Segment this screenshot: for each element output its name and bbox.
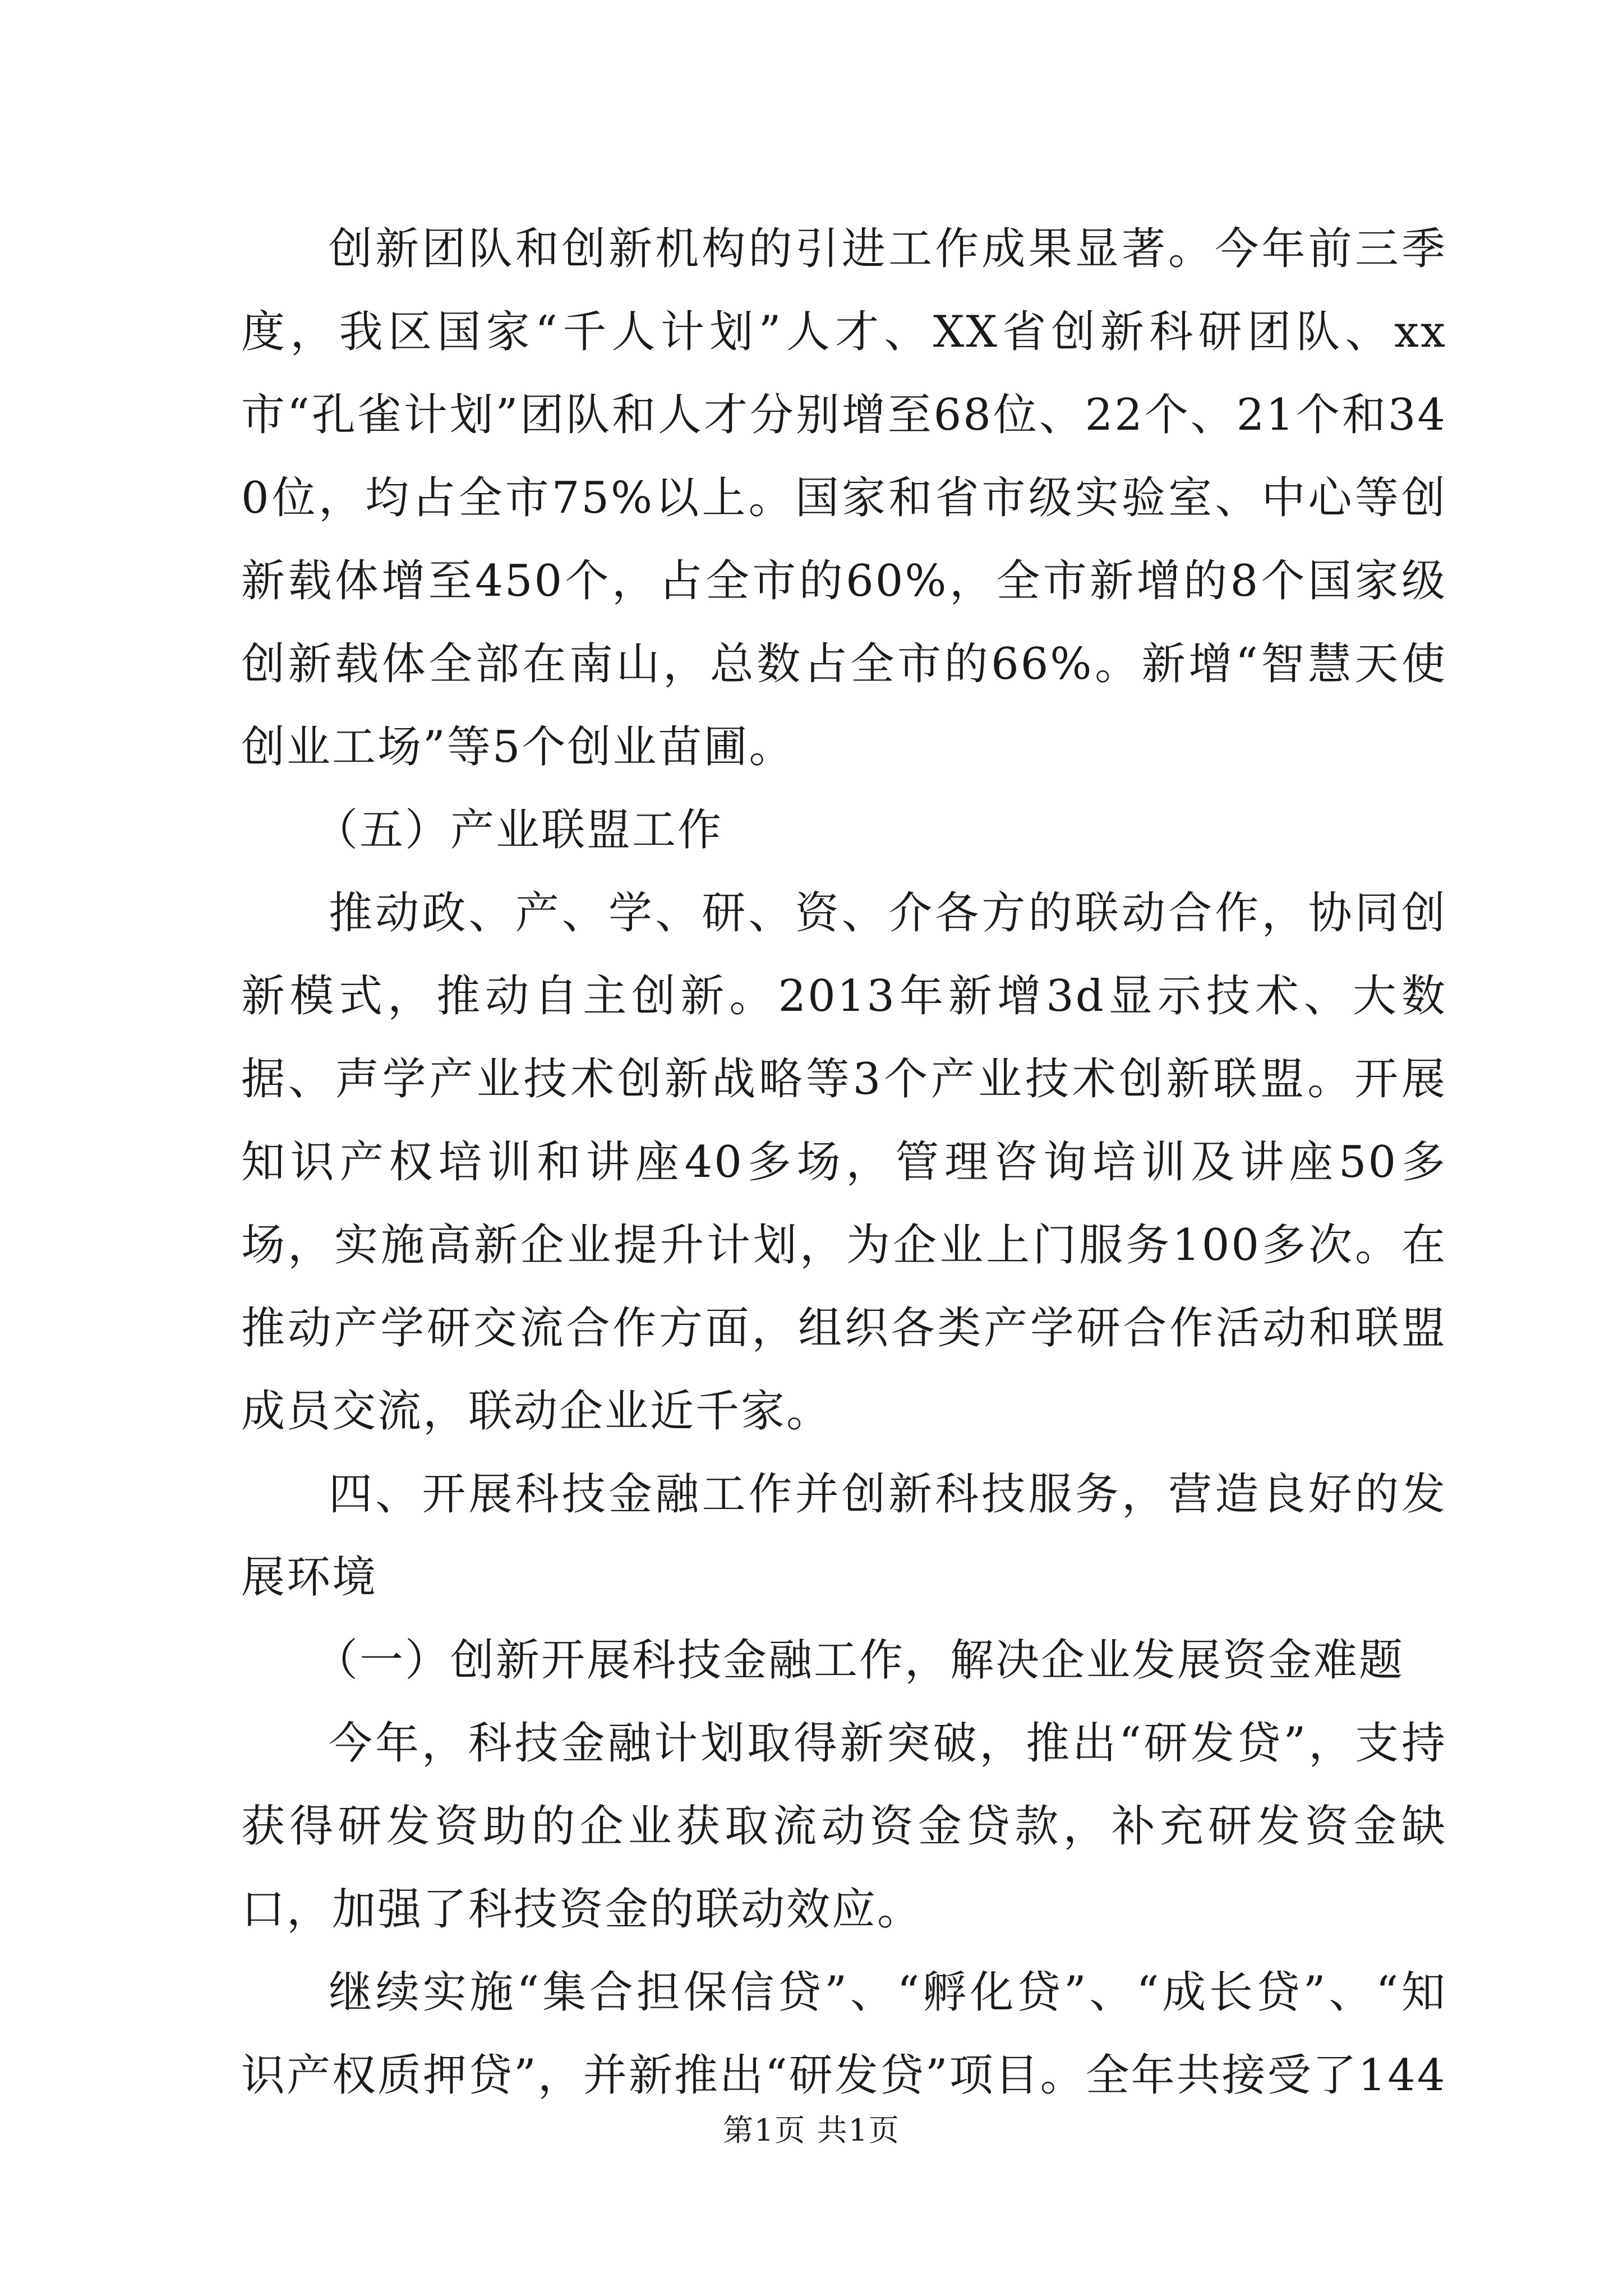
section-heading-tech-finance: 四、开展科技金融工作并创新科技服务，营造良好的发展环境 <box>241 1469 1447 1603</box>
paragraph-industry-alliance: 推动政、产、学、研、资、介各方的联动合作，协同创新模式，推动自主创新。2013年新增3d显示技术、大数据、声学产业技术创新战略等3个产业技术创新联盟。开展知识产权培训和讲座40多场，管理咨询培训及讲座50多场，实施高新企业提升计划，为企业上门服务100多次。在推动产学研交流合作方面，组织各类产学研合作活动和联盟成员交流，联动企业近千家。 <box>241 888 1447 1437</box>
section-heading-industry-alliance: （五）产业联盟工作 <box>314 805 723 855</box>
paragraph-loan-projects: 继续实施“集合担保信贷”、“孵化贷”、“成长贷”、“知识产权质押贷”，并新推出“研发贷”项目。全年共接受了144 <box>241 1967 1447 2101</box>
section-heading-finance-work: （一）创新开展科技金融工作，解决企业发展资金难题 <box>314 1635 1405 1686</box>
paragraph-innovation-teams: 创新团队和创新机构的引进工作成果显著。今年前三季度，我区国家“千人计划”人才、XX省创新科研团队、xx市“孔雀计划”团队和人才分别增至68位、22个、21个和340位，均占全市75%以上。国家和省市级实验室、中心等创新载体增至450个，占全市的60%，全市新增的8个国家级创新载体全部在南山，总数占全市的66%。新增“智慧天使创业工场”等5个创业苗圃。 <box>241 224 1447 772</box>
page-footer: 第1页 共1页 <box>723 2113 900 2148</box>
paragraph-finance-plan: 今年，科技金融计划取得新突破，推出“研发贷”，支持获得研发资助的企业获取流动资金贷款，补充研发资金缺口，加强了科技资金的联动效应。 <box>241 1718 1447 1935</box>
document-body <box>241 208 1447 2117</box>
